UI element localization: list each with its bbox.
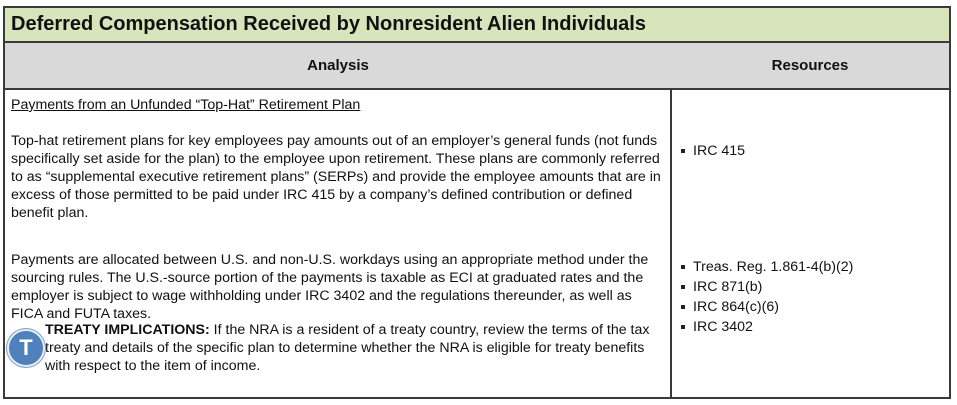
resource-item: IRC 3402 [680, 318, 853, 336]
treaty-implications [11, 321, 666, 375]
resource-item: IRC 415 [680, 142, 745, 160]
resources-list-1 [680, 142, 745, 160]
analysis-paragraph-1: Top-hat retirement plans for key employees pay amounts out of an employer’s general funds (not funds specifically set aside for the plan) to the employee upon retirement. These plans are commonly referred to as “supplemental executive retirement plans” (SERPs) and provide the employee amounts that are in excess of those permitted to be paid under IRC 415 by a company’s defined contribution or defined benefit plan. [11, 133, 661, 221]
table-header-row [5, 43, 949, 90]
resource-item: IRC 864(c)(6) [680, 298, 853, 316]
resource-item: Treas. Reg. 1.861-4(b)(2) [680, 258, 853, 276]
header-resources: Resources [771, 57, 849, 74]
deferred-compensation-table [3, 6, 951, 399]
column-divider [670, 90, 672, 397]
treaty-circle-icon: T [7, 329, 45, 367]
header-analysis: Analysis [307, 57, 369, 74]
treaty-body: If the NRA is a resident of a treaty country, review the terms of the tax treaty and details of the specific plan to determine whether the NRA is eligible for treaty benefits with respect to the item of income. [45, 322, 650, 374]
resources-list-2 [680, 258, 853, 338]
table-title: Deferred Compensation Received by Nonresident Alien Individuals [5, 8, 949, 43]
treaty-label: TREATY IMPLICATIONS: [45, 322, 210, 338]
analysis-subheading: Payments from an Unfunded “Top-Hat” Retirement Plan [11, 97, 361, 113]
resource-item: IRC 871(b) [680, 278, 853, 296]
analysis-cell [11, 96, 666, 374]
table-body-row [5, 90, 949, 397]
analysis-paragraph-2: Payments are allocated between U.S. and non-U.S. workdays using an appropriate method under the sourcing rules. The U.S.-source portion of the payments is taxable as ECI at graduated rates and the employer is subject to wage withholding under IRC 3402 and the regulations thereunder, as well as FICA and FUTA taxes. [11, 252, 649, 322]
treaty-text [11, 321, 666, 375]
